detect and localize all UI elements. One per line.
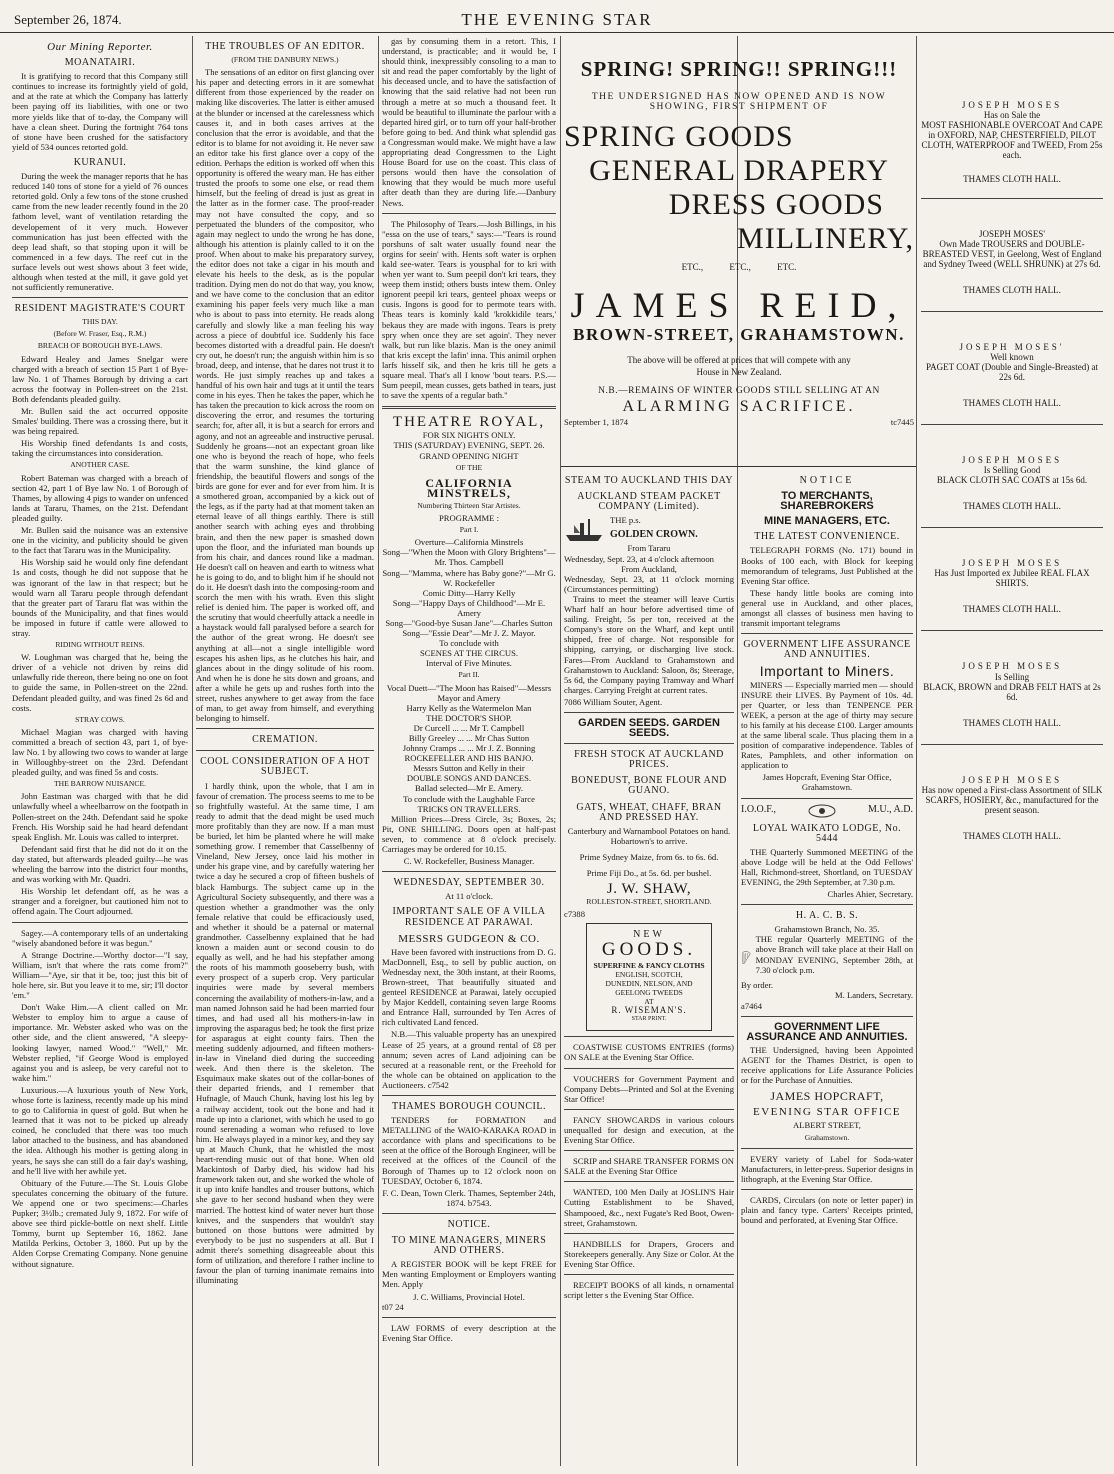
ad-line: Has now opened a First-class Assortment of SILK SCARFS, HOSIERY, &c., manufactured for the present season. — [921, 784, 1103, 815]
ad-code: c7388 — [564, 909, 586, 920]
subheading: THE BARROW NUISANCE. — [53, 779, 147, 789]
ad-heading: MINE MANAGERS, ETC. — [764, 515, 890, 528]
ad-heading: NOTICE. — [447, 1218, 491, 1230]
ad-line: THAMES CLOTH HALL. — [963, 501, 1061, 512]
ad-line: N.B.—REMAINS OF WINTER GOODS STILL SELLING AT AN — [598, 386, 880, 397]
ad-james-reid — [564, 36, 914, 466]
paragraph: EVERY variety of Label for Soda-water Manufacturers, in letter-press. Superior designs in lithograph, at the Evening Star Office. — [741, 1153, 913, 1184]
column-mining — [12, 36, 188, 1466]
ad-heading: WEDNESDAY, SEPTEMBER 30. — [393, 877, 545, 889]
ad-code: a7464 — [741, 1000, 763, 1011]
paragraph: RECEIPT BOOKS of all kinds, n ornamental script letter s the Evening Star Office. — [564, 1279, 734, 1301]
ad-code: tc7445 — [890, 416, 914, 427]
ad-heading: JOSEPH MOSES — [961, 100, 1063, 110]
column-rule — [378, 36, 379, 1466]
paper-title: THE EVENING STAR — [461, 10, 653, 29]
ad-line: MOST FASHIONABLE OVERCOAT And CAPE in OXFORD, NAP, CHESTERFIELD, PILOT CLOTH, WATERPROOF and TWEED, From 25s each. — [921, 120, 1103, 161]
ad-line: THAMES CLOTH HALL. — [963, 604, 1061, 615]
ad-heading: GOVERNMENT LIFE ASSURANCE AND ANNUITIES. — [746, 1020, 908, 1043]
paragraph: Luxurious.—A luxurious youth of New York, whose forte is laziness, recently made up his mind to go to California in quest of gold. But when he learned that it was not to be picked up already coined, he concluded that there was too much labor attached to the business, and has abandoned the idea. Although his mother is getting along in years, he says she can still do a fair day's washing, and he'll live with her awhile yet. — [12, 1084, 188, 1176]
signature: C. W. Rockefeller, Business Manager. — [403, 856, 535, 867]
important-to-miners: Important to Miners. — [759, 663, 895, 680]
ad-line: STAR PRINT. — [631, 1016, 667, 1023]
paragraph: His Worship let defendant off, as he was a stranger and a foreigner, but cautioned him not to offend again. The Court adjourned. — [12, 886, 188, 917]
divider — [561, 466, 916, 467]
paragraph: COASTWISE CUSTOMS ENTRIES (forms) ON SALE at the Evening Star Office. — [564, 1042, 734, 1063]
steamship-icon — [564, 515, 604, 543]
alarming-sacrifice: ALARMING SACRIFICE. — [622, 398, 856, 416]
ad-line: BLACK CLOTH SAC COATS at 15s 6d. — [936, 475, 1088, 486]
ad-line: The above will be offered at prices that will compete with any House in New Zealand. — [627, 355, 851, 378]
subheading: BREACH OF BOROUGH BYE-LAWS. — [37, 341, 163, 351]
garden-seeds: GARDEN SEEDS. GARDEN SEEDS. — [578, 716, 720, 740]
paragraph: FANCY SHOWCARDS in various colours unequalled for design and execution, at the Evening Star Office. — [564, 1114, 734, 1146]
ad-heading: GATS, WHEAT, CHAFF, BRAN AND PRESSED HAY. — [576, 801, 722, 823]
ad-code: t07 24 — [382, 1301, 404, 1312]
programme-part1: Overture—California Minstrels Song—"When the Moon with Glory Brightens"—Mr. Thos. Campbell Song—"Mamma, where has Baby gone?"—Mr G. W. Rockefeller Comic Ditty—Harry Kelly Song—"Happy Days of Childhood"—Mr E. Amery Song—"Good-bye Susan Jane"—Charles Sutton Song—"Essie Dear"—Mr J. Z. Mayor. To conclude with SCENES AT THE CIRCUS. Interval of Five Minutes. — [382, 537, 556, 669]
paragraph: His Worship said he would only fine defendant 1s and costs, though he did not suppose that he was ignorant of the law in that respect; but he would warn all Tararu people through defendant that the greater part of Tararu flat was within the bounds of the Municipality, and that fines would be imposed in future if cattle were allowed to stray. — [12, 557, 188, 638]
paragraph: Million Prices—Dress Circle, 3s; Boxes, 2s; Pit, ONE SHILLING. Doors open at half-past seven, to commence at 8 o'clock precisely. Carriages may be ordered for 10.15. — [382, 813, 556, 855]
paragraph: TENDERS for FORMATION and METALLING of the WAIO-KARAKA ROAD in accordance with plans and specifications to be seen at the office of the Borough Engineer, will be received at the offices of the Council of the Borough of Thames up to 12 o'clock noon on TUESDAY, October 6, 1874. — [382, 1115, 556, 1186]
dress-goods: DRESS GOODS — [668, 188, 884, 222]
paragraph: CARDS, Circulars (on note or letter paper) in plain and fancy type. Carters' Receipts printed, bound and perforated, at Evening Star Office. — [741, 1194, 913, 1226]
ad-line: Is Selling — [994, 671, 1030, 682]
paragraph: TELEGRAPH FORMS (No. 171) bound in Books of 100 each, with Block for keeping memorandum of telegrams, Just Published at the Evening Star office. — [741, 545, 913, 586]
ad-line: Canterbury and Warnambool Potatoes on hand. Hobartown's to arrive. — [567, 825, 731, 846]
signature: F. C. Dean, Town Clerk. Thames, September 24th, 1874. b7543. — [382, 1187, 556, 1208]
ad-heading: THE LATEST CONVENIENCE. — [754, 531, 900, 543]
ad-line: THAMES CLOTH HALL. — [963, 398, 1061, 409]
paragraph: N.B.—This valuable property has an unexpired Lease of 25 years, at a ground rental of £8 per annum; seven acres of Land adjoining can be secured at a reasonable rent, or the Freehold for the whole can be obtained on application to the Auctioneers. c7542 — [382, 1029, 556, 1090]
ad-line: GEELONG TWEEDS — [615, 988, 683, 998]
spring-goods: SPRING GOODS — [564, 120, 794, 154]
paragraph: Edward Healey and James Snelgar were charged with a breach of section 15 Part 1 of Bye-law No. 1 of Thames Borough by driving a cart across the footway in Pollen-street on the 21st. Both defendants pleaded guilty. — [12, 353, 188, 404]
programme-part2: Vocal Duett—"The Moon has Raised"—Messrs Mayor and Amery Harry Kelly as the Watermelon Man THE DOCTOR'S SHOP. Dr Curcell ... ... Mr T. Campbell Billy Greeley ... ... Mr Chas Sutton Johnny Cramps ... ... Mr J. Z. Bonning ROCKEFELLER AND HIS BANJO. Messrs Sutton and Kelly in their DOUBLE SONGS AND DANCES. Ballad selected—Mr E. Amery. To conclude with the Laughable Farce TRICKS ON TRAVELLERS. — [386, 682, 552, 814]
paragraph: VOUCHERS for Government Payment and Company Debts—Printed and Sol at the Evening Star Office! — [564, 1073, 734, 1104]
paragraph: His Worship fined defendants 1s and costs, taking the circumstances into consideration. — [12, 438, 188, 459]
ad-heading: AUCKLAND STEAM PACKET COMPANY (Limited). — [577, 491, 721, 513]
subheading: STRAY COWS. — [75, 714, 125, 724]
ad-line: OF THE — [455, 462, 483, 472]
ad-line: ENGLISH, SCOTCH, — [615, 970, 683, 980]
paragraph: Don't Wake Him.—A client called on Mr. Webster to employ him to argue a cause of importance. Mr. Webster asked who was on the other side, and the client answered, "A sleepy-looking lawyer, named Wood." "Well," Mr. Webster replied, "if George Wood is employed against you and is asleep, be very careful not to wake him." — [12, 1002, 188, 1083]
minstrels-title: CALIFORNIA MINSTRELS, — [425, 475, 513, 500]
signature: 7086 William Souter, Agent. — [564, 696, 663, 707]
ad-heading: IMPORTANT SALE OF A VILLA RESIDENCE AT PARAWAI. — [392, 906, 546, 928]
paragraph: It is gratifying to record that this Company still continues to increase its fortnightly yield of gold, and at the rate at which the Company has latterly been paying off its liabilities, with one or two more yields like that of to-day, the Company will have a clean sheet. During the fortnight 764 tons of stone have been crushed for the satisfactory yield of 534 ounces retorted gold. — [12, 71, 188, 152]
ad-line: THE p.s. — [610, 515, 641, 526]
ad-line: Wednesday, Sept. 23, at 11 o'clock morning (Circumstances permitting) — [564, 573, 734, 594]
eye-icon — [807, 804, 837, 818]
column-editor — [196, 36, 374, 1466]
ad-heading: JOSEPH MOSES — [961, 661, 1063, 672]
ad-heading: FRESH STOCK AT AUCKLAND PRICES. — [574, 749, 724, 771]
ad-line: Has Just Imported ex Jubilee REAL FLAX SHIRTS. — [934, 568, 1090, 589]
ad-heading: H. A. C. B. S. — [795, 910, 859, 922]
paragraph: A REGISTER BOOK will be kept FREE for Men wanting Employment or Employers wanting Men. Apply — [382, 1259, 556, 1290]
ad-line: DUNEDIN, NELSON, AND — [605, 979, 693, 989]
paragraph: Have been favored with instructions from D. G. MacDonnell, Esq., to sell by public auction, on Wednesday next, the 30th instant, at their Rooms, Brown-street, That beautifully situated and genteel RESIDENCE at Parawai, lately occupied by Major Keddell, containing seven large Rooms and Entrance Hall, surrounded by Ten Acres of rich cultivated Land fenced. — [382, 946, 556, 1028]
ad-heading: I.O.O.F., — [741, 804, 777, 816]
subheading: RIDING WITHOUT REINS. — [55, 640, 145, 650]
paragraph: During the week the manager reports that he has reduced 140 tons of stone for a yield of 76 ounces retorted gold. Only a few tons of the stone crushed came from the new leader recently found in the 20 fathom level, want of ventilation retarding the developement of it very much. However communication has just been effected with the deep lead shaft, so that stoping upon it will be commenced in a few days. The reef cut in the surface levels out west shows about 3 feet wide, although when tested at the mill, it gave gold yet not sufficiently remunerative. — [12, 171, 188, 293]
article-title: CREMATION. — [252, 734, 318, 746]
ad-line: Part II. — [458, 670, 480, 680]
ad-heading: JAMES HOPCRAFT, — [770, 1089, 884, 1104]
ad-line: Prime Sydney Maize, from 6s. to 6s. 6d. — [579, 851, 719, 862]
heading-moanatairi: MOANATAIRI. — [64, 57, 136, 69]
ad-heading: JOSEPH MOSES' — [959, 342, 1065, 353]
paragraph: Mr. Bullen said the act occurred opposite Smales' building. There was a crossing there, but it was being repaired. — [12, 406, 188, 437]
ad-line: NEW — [633, 929, 665, 941]
column-notices — [741, 470, 913, 1466]
ad-heading: TO MERCHANTS, SHAREBROKERS — [780, 490, 874, 513]
ad-line: SHOWING, FIRST SHIPMENT OF — [649, 102, 829, 113]
ad-line: Grahamstown. — [804, 1132, 850, 1142]
ad-line: THAMES CLOTH HALL. — [963, 830, 1061, 841]
paragraph: Sagey.—A contemporary tells of an undertaking "wisely abandoned before it was begun." — [12, 927, 188, 948]
ad-line: THE UNDERSIGNED HAS NOW OPENED AND IS NOW — [591, 92, 887, 102]
paragraph: LAW FORMS of every description at the Evening Star Office. — [382, 1322, 556, 1343]
paragraph: W. Loughman was charged that he, being the driver of a vehicle not driven by reins did unlawfully ride thereon, there being no one on foot to guide the same, in Pollen-street on the 22nd. Defendant pleaded guilty, and was fined 2s 6d and costs. — [12, 652, 188, 713]
ad-line: At 11 o'clock. — [445, 891, 493, 902]
ad-line: From Tararu — [627, 543, 671, 554]
ad-line: SUPERFINE & FANCY CLOTHS — [593, 961, 705, 971]
signature: Charles Ahier, Secretary. — [827, 889, 913, 900]
ad-line: Prime Fiji Do., at 5s. 6d. per bushel. — [586, 868, 712, 878]
signature: James Hopcraft, Evening Star Office, Grahamstown. — [762, 772, 892, 793]
ad-line: Part I. — [459, 525, 479, 535]
ad-line: Well known — [990, 352, 1034, 363]
ad-line: From Auckland, — [621, 563, 677, 574]
ad-line: FOR SIX NIGHTS ONLY. — [422, 430, 516, 441]
subheading: (Before W. Fraser, Esq., R.M.) — [53, 329, 147, 339]
ad-line: GOODS. — [601, 939, 697, 961]
column-theatre — [382, 36, 556, 1466]
paragraph: Michael Magian was charged with having committed a breach of section 43, part 1, of bye-law No. 1 by allowing two cows to wander at large in Willoughby-street on the 23rd. Defendant pleaded guilty, and was fined 5s and costs. — [12, 726, 188, 778]
ad-heading: THAMES BOROUGH COUNCIL. — [391, 1101, 546, 1112]
heading-court: RESIDENT MAGISTRATE'S COURT — [14, 303, 186, 315]
paragraph: Obituary of the Future.—The St. Louis Globe speculates concerning the obituary of the future. We append one or two specimens:—Charles Pupker; 3½lb.; cremated July 9, 1872. For wife of above see third pickle-bottle on next shelf. Little Tommy, burnt up September 16, 1862. Jane Matilda Perkins, October 3, 1860. Put up by the Alden Corpse Cremating Company. None genuine without signature. — [12, 1177, 188, 1269]
ad-line: Numbering Thirteen Star Artistes. — [417, 500, 521, 510]
ad-heading: MESSRS GUDGEON & CO. — [398, 932, 540, 945]
ad-heading: GOVERNMENT LIFE ASSURANCE AND ANNUITIES. — [743, 639, 911, 661]
harp-icon — [741, 934, 752, 980]
ad-line: AT — [644, 997, 654, 1007]
column-rule — [192, 36, 193, 1466]
ad-line: Own Made TROUSERS and DOUBLE-BREASTED VEST, in Geelong, West of England and Sydney Tweed (WELL SHRUNK) at 27s 6d. — [922, 239, 1102, 270]
paragraph: THE Quarterly Summoned MEETING of the above Lodge will be held at the Odd Fellows' Hall, Richmond-street, Shortland, on TUESDAY EVENING, the 29th September, at 7.30 p.m. — [741, 846, 913, 887]
ad-line: PAGET COAT (Double and Single-Breasted) at 22s 6d. — [925, 362, 1099, 383]
paragraph: John Eastman was charged with that he did unlawfully wheel a wheelbarrow on the footpath in Pollen-street on the 24th. Defendant said he spoke French. His Worship said he had heard defendant speak English. Mr. Louis was called to interpret. — [12, 791, 188, 842]
ad-line: ALBERT STREET, — [793, 1120, 861, 1131]
paragraph: THE regular Quarterly MEETING of the above Branch will take place at their Hall on MONDAY EVENING, September 28th, at 7.30 o'clock p.m. — [755, 934, 913, 975]
paragraph: WANTED, 100 Men Daily at JOSLIN'S Hair Cutting Establishment to be Shaved, Shampooed, &c., next Fugate's Red Boot, Owen-street, Grahamstown. — [564, 1187, 734, 1228]
column-joseph-moses — [921, 36, 1103, 1466]
spring-heading: SPRING! SPRING!! SPRING!!! — [580, 57, 898, 81]
ad-line: THAMES CLOTH HALL. — [963, 285, 1061, 296]
paragraph: These handy little books are coming into general use in Auckland, and other places, amongst all classes of business men having to transmit important telegrams — [741, 587, 913, 629]
article-subtitle: COOL CONSIDERATION OF A HOT SUBJECT. — [200, 756, 370, 778]
ad-line: THAMES CLOTH HALL. — [963, 174, 1061, 185]
ship-name: GOLDEN CROWN. — [610, 529, 698, 541]
article-title: THE TROUBLES OF AN EDITOR. — [205, 41, 365, 52]
ad-heading: LOYAL WAIKATO LODGE, No. 5444 — [752, 822, 902, 844]
ad-line: R. WISEMAN'S. — [611, 1005, 687, 1016]
paragraph: MINERS — Especially married men — should INSURE their LIVES. By Payment of 10s. 4d. per Quarter, or less than TENPENCE PER WEEK, a person at the age of thirty may secure to his family at his decease £100. Larger amounts at the same liberal scale. Thus placing them in a position of comparative independence. Tables of Rates, Pamphlets, and other information on application to — [741, 679, 913, 771]
signature: M. Landers, Secretary. — [835, 990, 913, 1001]
general-drapery: GENERAL DRAPERY — [589, 154, 889, 188]
ad-heading: JOSEPH MOSES — [961, 455, 1063, 466]
ad-date: September 1, 1874 — [564, 416, 628, 427]
article-source: (FROM THE DANBURY NEWS.) — [231, 55, 339, 65]
ad-line: Has on Sale the — [983, 110, 1041, 121]
column-rule — [560, 36, 561, 1466]
section-title: Our Mining Reporter. — [47, 41, 153, 53]
issue-date: September 26, 1874. — [14, 12, 122, 27]
signature: J. C. Williams, Provincial Hotel. — [413, 1291, 525, 1302]
subheading: THIS DAY. — [82, 317, 118, 327]
wiseman-ad — [586, 923, 712, 1031]
paragraph: Defendant said first that he did not do it on the day stated, but afterwards pleaded guilty—he was wheeling the barrow into the district four months, and was working with Mr. Quadri. — [12, 843, 188, 885]
ad-line: BLACK, BROWN and DRAB FELT HATS at 2s 6d. — [923, 681, 1101, 702]
paragraph: Trains to meet the steamer will leave Curtis Wharf half an hour before advertised time of sailing. Freight, 5s per ton, received at the Company's store on the Wharf, and kept until shipped, free of charge. Not responsible for shipping, carrying, or discharging live stock. Fares—From Auckland to Grahamstown and Grahamstown to Auckland: Saloon, 8s; Steerage, 5s 6d, the Company paying Tramway and Wharf charges. Carrying Freight at current rates. — [564, 593, 734, 695]
masthead — [0, 0, 1114, 33]
ad-line: Wednesday, Sept. 23, at 4 o'clock afternoon — [564, 553, 714, 564]
ad-heading: EVENING STAR OFFICE — [752, 1106, 901, 1119]
ad-line: ROLLESTON-STREET, SHORTLAND. — [586, 897, 712, 907]
paragraph: gas by consuming them in a retort. This, I understand, is practicable; and it would be, I should think, inexpressibly consoling to a man to sit and read the paper comfortably by the light of his deceased uncle, and to have the satisfaction of knowing that the said relative had not been run through a metre at so much a thousand feet. It would be beautiful to illuminate the parlour with a departed hired girl, or to turn off your half-brother before going to bed. And think what splendid gas a Congressman would make. We might have a law appropriating dead Congressmen to the Light House Board for use on the coast. This class of persons would then have the consolation of knowing that they would be much more useful after death than they are during life.—Danbury News. — [382, 36, 556, 208]
heading-kuranui: KURANUI. — [73, 156, 127, 168]
ad-line: PROGRAMME : — [439, 513, 499, 524]
ad-line: THIS (SATURDAY) EVENING, SEPT. 26. — [393, 440, 545, 451]
ad-line: Grahamstown Branch, No. 35. — [774, 924, 880, 935]
ad-line: Is Selling Good — [983, 465, 1041, 476]
ad-heading: JOSEPH MOSES' — [979, 229, 1045, 240]
ad-heading: STEAM TO AUCKLAND THIS DAY — [564, 475, 734, 486]
ad-heading: BONEDUST, BONE FLOUR AND GUANO. — [571, 775, 727, 797]
ad-heading: JOSEPH MOSES — [961, 558, 1063, 569]
ad-heading: M.U., A.D. — [867, 804, 913, 816]
james-reid: JAMES REID, — [570, 285, 908, 326]
millinery: MILLINERY, — [737, 222, 914, 256]
paragraph: SCRIP and SHARE TRANSFER FORMS ON SALE at the Evening Star Office — [564, 1156, 734, 1177]
paragraph: HANDBILLS for Drapers, Grocers and Storekeepers generally. Any Size or Color. At the Evening Star Office. — [564, 1238, 734, 1269]
paragraph: Robert Bateman was charged with a breach of section 42, part 1 of Bye law No. 1 of Borough of Thames, by allowing 4 pigs to wander on unfenced lands at Tararu, Thames, on the 21st. Defendant pleaded guilty. — [12, 472, 188, 523]
ad-line: ETC., ETC., ETC. — [681, 262, 797, 273]
column-steam — [564, 470, 734, 1466]
paragraph: The Philosophy of Tears.—Josh Billings, in his "essa on the use of tears," says:—"Tears is round porshuns of salt water usually found near the orgins for seein' with. Hents soft water is orphen kald see-water. Tears is yousphal for to kri with when yer want to. Sum peepil don't kri tears, they weep them instid; others busts intew them. Onley ignorent peepil kri tears, genteel phoax weeps or cusis. Ingons is good for to permote tears with. Theas tears is kominly kald 'krokkidile tears,' bekaus they are made with ingons. Tears is prety spry when once they are set agoin'. They never walk, but run like blazis. Man is the oney animil that kris except the lafin' inna. This animil orphen larfs hisself sik, and then he kris till he gets a square meal. That's all I know 'bout tears. P.S.—Sum peepil, mean cusses, gets bathed in tears, just to save the xpents of a regular bath." — [382, 218, 556, 401]
paragraph: The sensations of an editor on first glancing over his paper and detecting errors in it are somewhat different from those experienced by the reader on making like discoveries. The latter is either amused at the blunder or incensed at the carelessness which causes it, and in both cases arrives at the conclusion that the error is avoidable, and that the editor is to blame for not avoiding it. He never saw an editor take his first glance over a copy of the edition. Perhaps the edition is worked off when this opportunity is offered the weary man. He has either trusted the proofs to some one else, or read them himself, but the feeling of dread is just as great in the latter as in the former case. The proof-reader may not have consulted the copy, and so perpetuated the blunders of the compositor, who again may neglect to undo the wrong he has done, although his attention is plainly called to it on the proof. When about to make his preparatory survey, the editor does not take a cigar in his mouth and elevate his heels to the desk, as is the popular tradition. Dying men do not do that way, you know, and we have come to the conclusion that an editor examining his paper feels very much like a man who is about to pass into eternity. He reads along carefully and slowly like a man feeling his way across a piece of doubtful ice. Suddenly his face becomes distorted with a dreadful pain. He doesn't cry out, he doesn't run; the anguish within him is so broad, deep, and intense, that he dares not trust it to words. He just simply reaches up and takes a handful of his own hair and tugs at it until the tears come in his eyes. Then he takes the paper, which he has taken the precaution to kick across the room on discovering the error, and resumes the torturing search; for, after all, it is but a search for errors and agony, and not an agreeable and instructive perusal. Suddenly he groans—not an expectant groan like one who is beyond the reach of hope, who feels that the warm sunshine, the kind glance of friendship, the beautiful flowers and songs of the birds are gone for ever and for ever from him. It is a smothered groan, accompanied by a kick out of the legs, as if the party had at that moment taken an eternal leave of all things earthly. There is still another search with aching eyes and throbbing brain, and then the new paper is smashed down upon the floor, and the infuriated man bounds up from his chair, and dances round like a madman. He doesn't call on heaven and earth to witness what he is going to do, and to blight him if he should not do it. He doesn't dash into the composing-room and scorch the men with his wrath. Even this slight relief is denied him. The paper is worked off, and the scrutiny that would cheerfully attack a needle in a haystack would fall paralysed before a search for the author of the great wrong. He doesn't see anything at all—not a single intelligible word escapes his ashen lips, as he clutches his hair, and glances about in the dingy solitude of his room. And when he is done he sits down and groans, and after a while he gets up and rushes forth into the street, rushes anywhere to get away from the face of man, to get away from himself, and everything belonging to himself. — [196, 67, 374, 724]
subheading: ANOTHER CASE. — [70, 460, 130, 470]
paragraph: THE Undersigned, having been Appointed AGENT for the Thames District, is open to receive applications for Life Assurance Policies or for the Purchase of Annuities. — [741, 1044, 913, 1086]
column-rule — [916, 36, 917, 1466]
jw-shaw: J. W. SHAW, — [606, 881, 692, 898]
paragraph: I hardly think, upon the whole, that I am in favour of cremation. The process seems to me to be so frightfully wasteful. At the same time, I am ready to admit that the dead might be used much more profitably than they are now. If a man must be buried, let him be planted where he will make something grow. I remember that Casselbenny of Vineland, New Jersey, once laid his mother in under his grape vine, and by carefully watering her twice a day he secured a crop of fifteen bushels of black Hamburgs. The subject came up in the Agricultural Society subsequently, and there was a question whether a grandmother was the only female relative that could be efficaciously used, and whether it should be a paternal or maternal grandmother. Casselbenny explained that he had known a maiden aunt or second cousin to do equally as well, and he had his stepfather among the roots of his mammoth gooseberry bush, with every prospect of a superb crop. Very particular inquiries were made by several members concerning the availability of mothers-in-law, and a man named Johnson said he had been married four times, and had used all his mothers-in-law in improving the asparagus bed; he took the first prize for asparagus at eight county fairs. Then the meeting suddenly adjourned, and fifteen mothers-in-law in Vineland died during the succeeding week. And then there is the skeleton. The Esquimaux make skates out of the collar-bones of their departed friends, and I remember that Hufnagle, of Mauch Chunk, having lost his leg by a railway accident, took out the bone and had it made up into a clarionet, with which he used to go round serenading a woman who refused to love him. He always played in a minor key, and they say up at Mauch Chunk, that he whistled the most heart-rending music out of that bone. When old Mackintosh of Darby died, his widow had his framework taken out, and she worked the whole of it up into knife handles and trouser buttons, which she gave to her second husband when they were married. The hottest kind of water never hurt those knives, and the suspenders that wouldn't stay buttoned on those buttons were admitted by everybody to be just no suspenders at all. But I admit there's something disagreeable about this form of utilization, and therefore I rather incline to favour the plan of turning inanimate remains into illuminating — [196, 780, 374, 1286]
ad-heading: TO MINE MANAGERS, MINERS AND OTHERS. — [391, 1235, 547, 1257]
ad-heading: JOSEPH MOSES — [961, 774, 1063, 785]
paragraph: A Strange Doctrine.—Worthy doctor—"I say, William, isn't that where the rats come from?" William—"Aye, sir that it be, too; just this bit of hole here, sir. But you leave it to me, sir; I'll doctor 'em." — [12, 949, 188, 1001]
paragraph: Mr. Bullen said the nuisance was an extensive one in the vicinity, and publicity should be given to the fact that Tararu was in the Municipality. — [12, 525, 188, 556]
ad-heading: NOTICE — [799, 475, 855, 486]
ad-line: THAMES CLOTH HALL. — [963, 717, 1061, 728]
ad-line: GRAND OPENING NIGHT — [419, 450, 519, 461]
brown-street: BROWN-STREET, GRAHAMSTOWN. — [573, 325, 905, 345]
theatre-title: THEATRE ROYAL, — [392, 414, 546, 431]
ad-line: By order. — [741, 980, 773, 991]
